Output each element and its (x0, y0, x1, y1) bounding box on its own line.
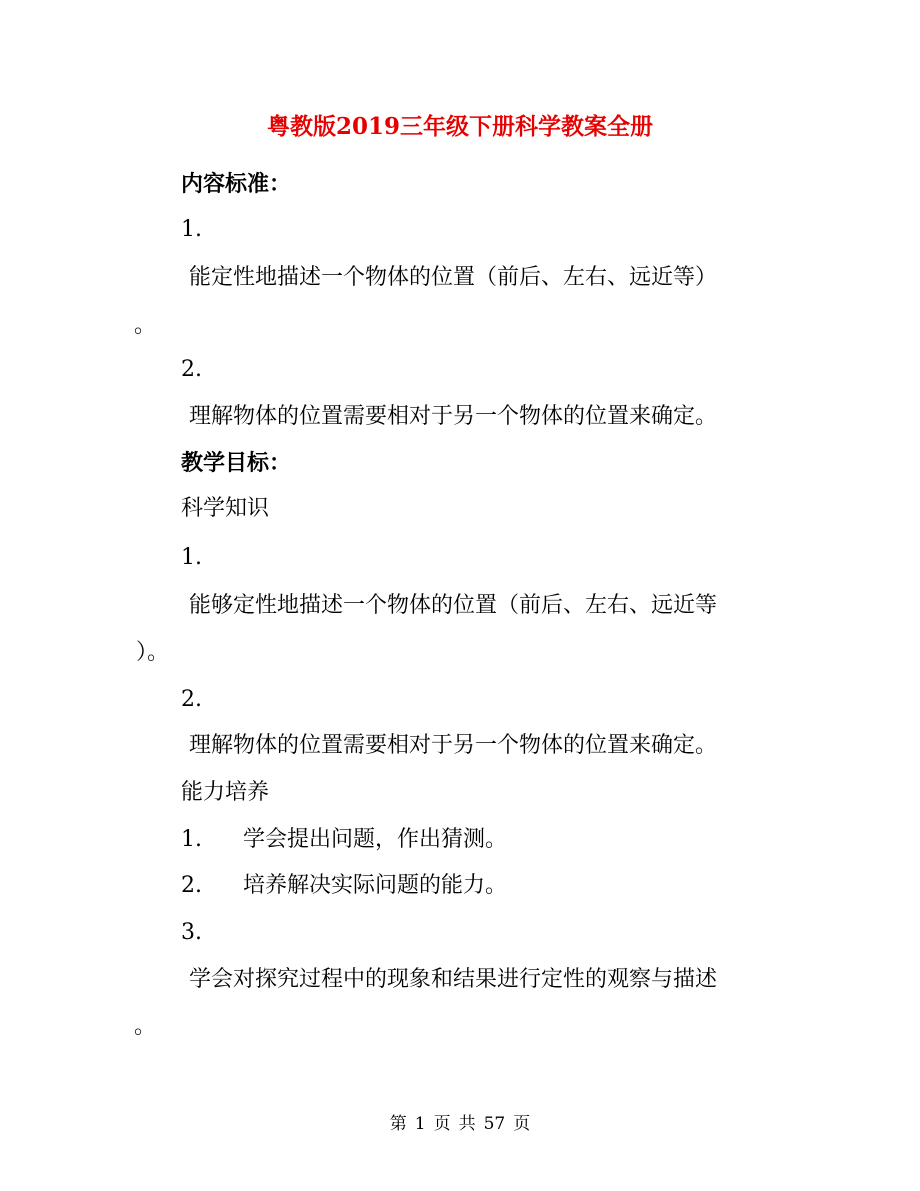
footer-total-label: 共 (458, 1114, 476, 1134)
ability-item3-tail: 。 (134, 1014, 157, 1039)
knowledge-heading: 科学知识 (181, 496, 270, 521)
content-standard-item2-number: 2. (181, 357, 202, 382)
knowledge-item1-text: 能够定性地描述一个物体的位置（前后、左右、远近等 (189, 593, 718, 618)
ability-item1-number: 1. (181, 827, 202, 852)
teaching-goals-heading: 教学目标： (181, 450, 292, 476)
content-standard-heading: 内容标准： (181, 171, 292, 197)
ability-heading: 能力培养 (181, 780, 270, 805)
footer-prefix: 第 (389, 1114, 407, 1134)
content-standard-item1-number: 1. (181, 217, 202, 242)
ability-item1 (181, 826, 507, 854)
ability-item1-text: 学会提出问题，作出猜测。 (243, 827, 508, 852)
content-standard-item1-tail: 。 (134, 313, 157, 338)
document-title: 粤教版2019三年级下册科学教案全册 (266, 113, 653, 140)
footer-total-pages: 57 (483, 1114, 506, 1134)
ability-item2-text: 培养解决实际问题的能力。 (243, 873, 508, 898)
footer-page-number: 1 (414, 1114, 426, 1134)
content-standard-item1-text: 能定性地描述一个物体的位置（前后、左右、远近等） (189, 265, 718, 290)
ability-item2 (181, 872, 507, 900)
content-standard-item2-text: 理解物体的位置需要相对于另一个物体的位置来确定。 (189, 404, 718, 429)
footer-suffix: 页 (513, 1114, 531, 1134)
knowledge-item2-number: 2. (181, 687, 202, 712)
footer-page-label: 页 (433, 1114, 451, 1134)
ability-item3-text: 学会对探究过程中的现象和结果进行定性的观察与描述 (189, 967, 718, 992)
knowledge-item1-tail: ）。 (136, 640, 170, 665)
ability-item2-number: 2. (181, 873, 202, 898)
knowledge-item2-text: 理解物体的位置需要相对于另一个物体的位置来确定。 (189, 733, 718, 758)
knowledge-item1-number: 1. (181, 545, 202, 570)
page-footer (0, 1113, 920, 1135)
ability-item3-number: 3. (181, 920, 202, 945)
